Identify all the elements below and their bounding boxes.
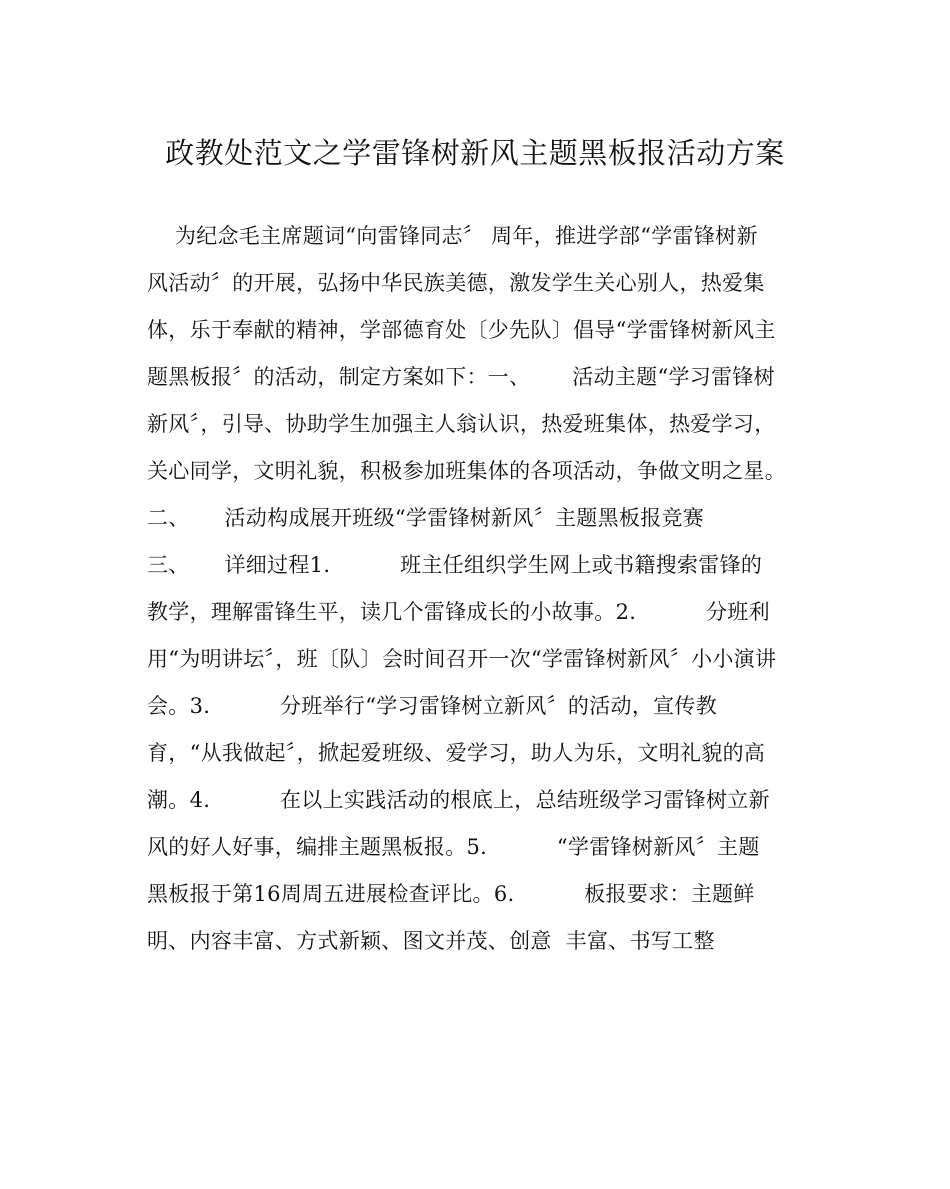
- paragraph-line: 用“为明讲坛〞，班〔队〕会时间召开一次“学雷锋树新风〞小小演讲: [147, 647, 777, 671]
- paragraph-line: 体，乐于奉献的精神，学部德育处〔少先队〕倡导“学雷锋树新风主: [147, 318, 776, 342]
- paragraph-line: 黑板报于第16周周五进展检查评比。6. 板报要求：主题鲜: [147, 882, 755, 906]
- paragraph-line: 新风〞，引导、协助学生加强主人翁认识，热爱班集体，热爱学习，: [147, 412, 776, 436]
- paragraph-line: 三、 详细过程1. 班主任组织学生网上或书籍搜索雷锋的: [147, 553, 763, 577]
- paragraph-line: 为纪念毛主席题词“向雷锋同志〞 周年，推进学部“学雷锋树新: [147, 224, 758, 248]
- paragraph-line: 关心同学，文明礼貌，积极参加班集体的各项活动，争做文明之星。: [147, 459, 786, 483]
- paragraph-line: 教学，理解雷锋生平，读几个雷锋成长的小故事。2. 分班利: [147, 600, 770, 624]
- paragraph-line: 会。3. 分班举行“学习雷锋树立新风〞的活动，宣传教: [147, 694, 718, 718]
- paragraph-line: 风活动〞的开展，弘扬中华民族美德，激发学生关心别人，热爱集: [147, 271, 765, 295]
- paragraph-line: 育，“从我做起〞，掀起爱班级、爱学习，助人为乐，文明礼貌的高: [147, 741, 766, 765]
- paragraph-line: 风的好人好事，编排主题黑板报。5. “学雷锋树新风〞主题: [147, 835, 760, 859]
- document-title: 政教处范文之学雷锋树新风主题黑板报活动方案: [165, 136, 785, 170]
- paragraph-line: 题黑板报〞的活动，制定方案如下：一、 活动主题“学习雷锋树: [147, 365, 775, 389]
- paragraph-line: 潮。4. 在以上实践活动的根底上，总结班级学习雷锋树立新: [147, 788, 770, 812]
- paragraph-line: 明、内容丰富、方式新颖、图文并茂、创意 丰富、书写工整: [147, 929, 715, 953]
- paragraph-line: 二、 活动构成展开班级“学雷锋树新风〞主题黑板报竞赛: [147, 506, 705, 530]
